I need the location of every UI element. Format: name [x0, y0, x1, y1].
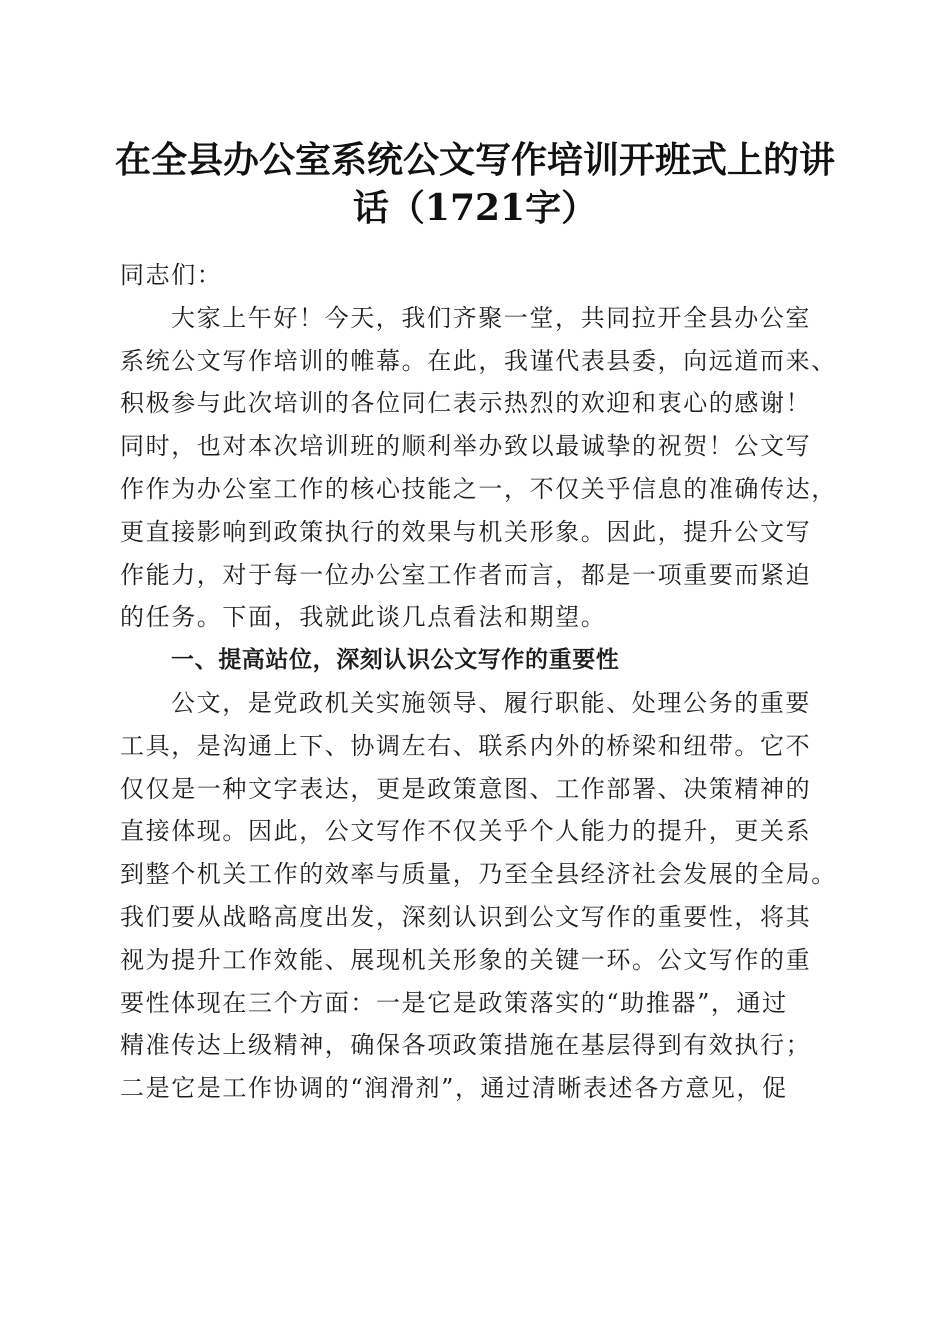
paragraph-line: 更直接影响到政策执行的效果与机关形象。因此，提升公文写: [120, 517, 812, 546]
paragraph-line: 作能力，对于每一位办公室工作者而言，都是一项重要而紧迫: [120, 560, 812, 589]
paragraph-line: 积极参与此次培训的各位同仁表示热烈的欢迎和衷心的感谢！: [120, 389, 812, 418]
paragraph-line: 我们要从战略高度出发，深刻认识到公文写作的重要性，将其: [120, 902, 812, 931]
paragraph-line: 直接体现。因此，公文写作不仅关乎个人能力的提升，更关系: [120, 817, 812, 846]
paragraph-line: 大家上午好！今天，我们齐聚一堂，共同拉开全县办公室: [171, 303, 811, 332]
paragraph-line: 到整个机关工作的效率与质量，乃至全县经济社会发展的全局。: [120, 860, 837, 889]
paragraph-line: 公文，是党政机关实施领导、履行职能、处理公务的重要: [171, 688, 811, 717]
salutation: 同志们：: [120, 261, 223, 289]
paragraph-line: 二是它是工作协调的“润滑剂”，通过清晰表述各方意见，促: [120, 1074, 788, 1103]
paragraph-line: 系统公文写作培训的帷幕。在此，我谨代表县委，向远道而来、: [120, 346, 837, 375]
document-body: [120, 254, 840, 1110]
paragraph-line: 作作为办公室工作的核心技能之一，不仅关乎信息的准确传达，: [120, 474, 837, 503]
document-title: [108, 136, 842, 232]
paragraph-line: 视为提升工作效能、展现机关形象的关键一环。公文写作的重: [120, 945, 812, 974]
paragraph-line: 工具，是沟通上下、协调左右、联系内外的桥梁和纽带。它不: [120, 731, 812, 760]
paragraph-line: 的任务。下面，我就此谈几点看法和期望。: [120, 603, 607, 632]
title-line-1: 在全县办公室系统公文写作培训开班式上的讲: [114, 139, 835, 181]
paragraph-line: 要性体现在三个方面：一是它是政策落实的“助推器”，通过: [120, 988, 788, 1017]
paragraph-line: 精准传达上级精神，确保各项政策措施在基层得到有效执行；: [120, 1031, 812, 1060]
paragraph-line: 仅仅是一种文字表达，更是政策意图、工作部署、决策精神的: [120, 774, 812, 803]
section-heading: 一、提高站位，深刻认识公文写作的重要性: [171, 647, 620, 674]
paragraph-line: 同时，也对本次培训班的顺利举办致以最诚挚的祝贺！公文写: [120, 432, 812, 461]
title-line-2: 话（1721字）: [352, 187, 598, 229]
